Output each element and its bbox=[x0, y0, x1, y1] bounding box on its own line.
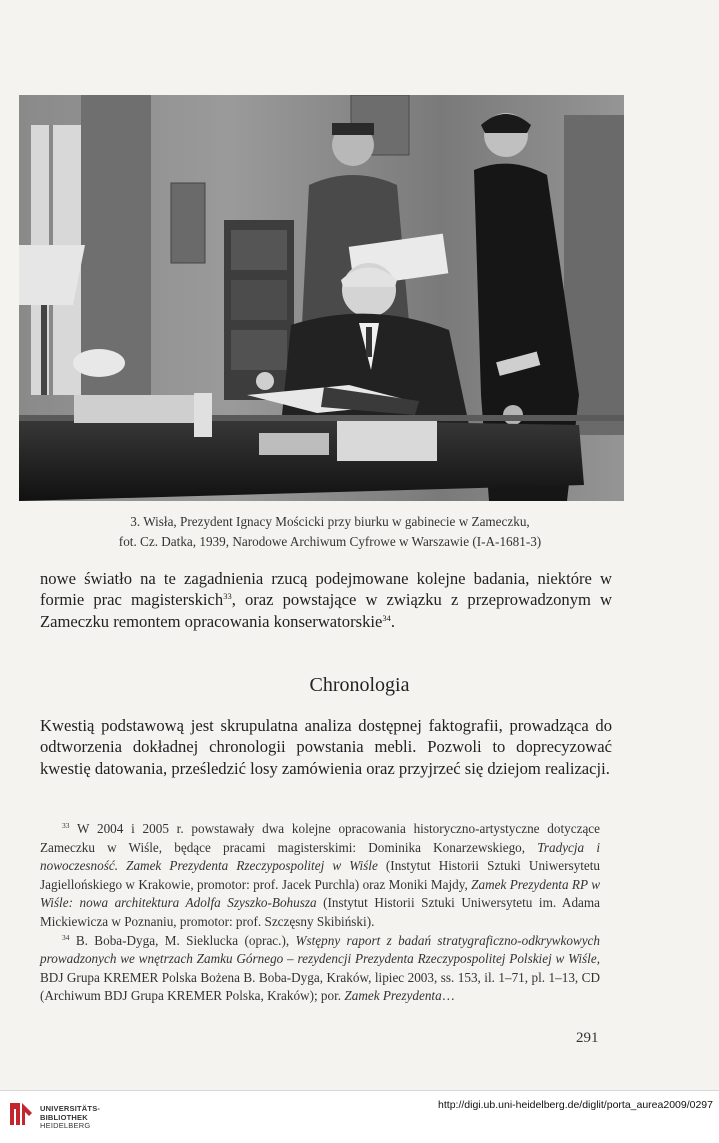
footnote-title: Zamek Prezydenta RP w Wiśle: nowa architektura Adolfa Szyszko-Bohusza bbox=[40, 876, 600, 911]
footnote-ref-33[interactable]: 33 bbox=[223, 591, 232, 602]
library-name bbox=[40, 1105, 100, 1131]
footnote-number: 34 bbox=[62, 932, 70, 942]
historical-photograph bbox=[19, 95, 624, 501]
caption-line-1: 3. Wisła, Prezydent Ignacy Mościcki przy biurku w gabinecie w Zameczku, bbox=[130, 514, 530, 529]
footnote-text: … bbox=[441, 988, 455, 1004]
paragraph-text: , oraz powstające w związku z przeprowadzonym w Zameczku remontem opracowania konserwatorskie bbox=[40, 590, 612, 631]
footnote-34 bbox=[40, 932, 600, 1006]
section-heading: Chronologia bbox=[309, 674, 410, 696]
paragraph-text: . bbox=[390, 611, 395, 631]
figure-caption bbox=[30, 512, 630, 552]
university-library-logo-icon[interactable] bbox=[8, 1099, 34, 1129]
footnote-text: B. Boba-Dyga, M. Sieklucka (oprac.), bbox=[75, 932, 296, 948]
footnote-title: Tradycja i nowoczesność. Zamek Prezydenta Rzeczypospolitej w Wiśle bbox=[40, 839, 600, 874]
photograph-scene bbox=[19, 95, 624, 501]
page-url-link[interactable]: http://digi.ub.uni-heidelberg.de/diglit/porta_aurea2009/0297 bbox=[438, 1099, 713, 1111]
library-name-line: HEIDELBERG bbox=[40, 1121, 91, 1130]
paragraph-text: Kwestią podstawową jest skrupulatna analiza dostępnej faktografii, prowadząca do odtworzenia dokładnej chronologii powstania mebli. Pozwoli to doprecyzować kwestię datowania, prześledzić losy zamówienia oraz przyjrzeć się dziejom realizacji. bbox=[40, 716, 612, 778]
footnote-title: Wstępny raport z badań stratygraficzno-odkrywkowych prowadzonych we wnętrzach Zamku Górnego – rezydencji Prezydenta Rzeczypospolitej Polskiej w Wiśle bbox=[40, 932, 601, 967]
library-name-line: UNIVERSITÄTS- bbox=[40, 1104, 101, 1113]
footnote-text: (Instytut Historii Sztuki Uniwersytetu Jagiellońskiego w Krakowie, promotor: prof. Jacek Purchla) oraz Moniki Majdy, bbox=[40, 858, 600, 892]
footnote-text: W 2004 i 2005 r. powstawały dwa kolejne opracowania historyczno-artystyczne dotyczące Zameczku w Wiśle, będące pracami magisterskimi: Dominika Konarzewskiego, bbox=[40, 821, 601, 855]
footnote-33 bbox=[40, 820, 600, 932]
caption-line-2: fot. Cz. Datka, 1939, Narodowe Archiwum Cyfrowe w Warszawie (I-A-1681-3) bbox=[118, 534, 542, 549]
footnote-ref-34[interactable]: 34 bbox=[382, 612, 391, 623]
footnote-text: , BDJ Grupa KREMER Polska Bożena B. Boba-Dyga, Kraków, lipiec 2003, ss. 153, il. 1–71, pl. 1–13, CD (Archiwum BDJ Grupa KREMER Polska, Kraków); por. bbox=[40, 951, 600, 1004]
digitization-footer bbox=[0, 1090, 719, 1143]
footnotes bbox=[40, 820, 600, 1006]
footnote-title: Zamek Prezydenta bbox=[344, 988, 442, 1004]
paragraph-chronology bbox=[40, 715, 612, 779]
footnote-text: (Instytut Historii Sztuki Uniwersytetu im. Adama Mickiewicza w Poznaniu, promotor: prof. Szczęsny Skibiński). bbox=[40, 895, 601, 929]
library-name-line: BIBLIOTHEK bbox=[40, 1112, 88, 1122]
paragraph-text: nowe światło na te zagadnienia rzucą podejmowane kolejne badania, niektóre w formie prac magisterskich bbox=[40, 569, 612, 610]
page-number: 291 bbox=[576, 1030, 599, 1046]
paragraph-continuation bbox=[40, 568, 612, 632]
footnote-number: 33 bbox=[62, 821, 70, 830]
